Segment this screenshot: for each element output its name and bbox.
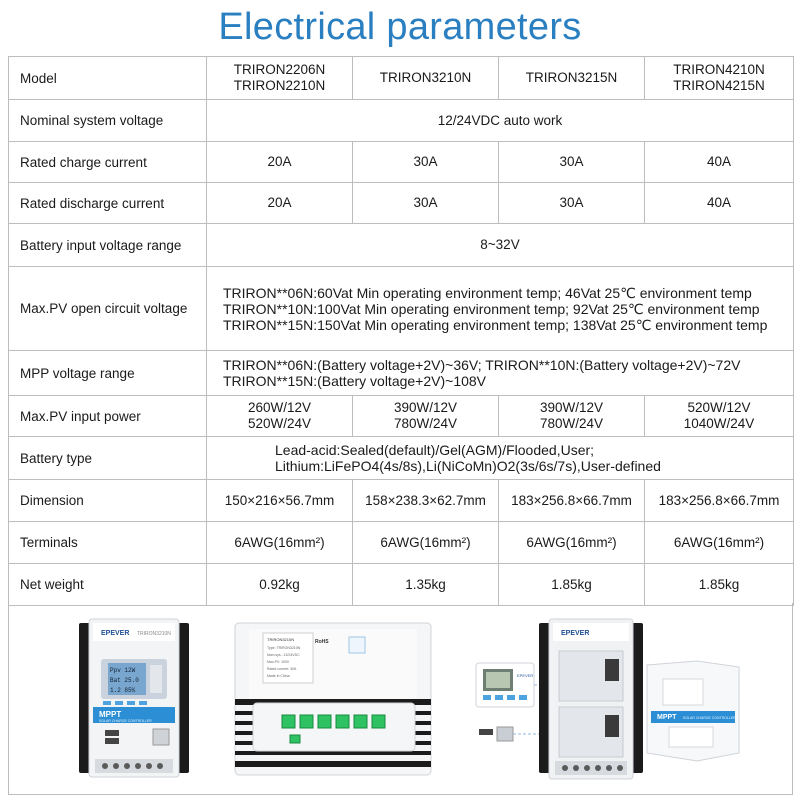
controller-front-image	[79, 619, 189, 777]
value-cell: 6AWG(16mm²)	[207, 522, 353, 564]
panel-title: MPPT	[657, 714, 677, 721]
row-label: Dimension	[9, 480, 207, 522]
value-cell: 1.85kg	[499, 564, 645, 606]
row-dimension	[9, 480, 794, 522]
lcd-line: Bat 25.0	[110, 677, 139, 684]
value-cell: 1.85kg	[645, 564, 794, 606]
row-label: Net weight	[9, 564, 207, 606]
row-discharge-current	[9, 183, 794, 224]
lcd-line: 1.2 85%	[110, 687, 136, 694]
value-cell: 6AWG(16mm²)	[499, 522, 645, 564]
panel-title: MPPT	[99, 710, 122, 719]
value-cell: 30A	[353, 142, 499, 183]
label-line: Max.PV: 100V	[267, 660, 290, 664]
value-cell: 20A	[207, 142, 353, 183]
row-mpp-range	[9, 351, 794, 396]
row-label: Nominal system voltage	[9, 100, 207, 142]
label-line: Made in China	[267, 674, 290, 678]
value-cell: 183×256.8×66.7mm	[645, 480, 794, 522]
controller-back-image	[235, 623, 431, 775]
value-cell: 6AWG(16mm²)	[353, 522, 499, 564]
value-cell: 390W/12V 780W/24V	[353, 396, 499, 437]
row-label: Terminals	[9, 522, 207, 564]
label-line: Nom.sys.: 12/24VDC	[267, 653, 300, 657]
row-terminals	[9, 522, 794, 564]
front-cover-image	[647, 661, 739, 761]
value-cell: 40A	[645, 142, 794, 183]
value-cell: 150×216×56.7mm	[207, 480, 353, 522]
panel-subtitle: SOLAR CHARGE CONTROLLER	[683, 716, 736, 720]
row-label: Rated charge current	[9, 142, 207, 183]
label-line: Type: TRIRON3210N	[267, 646, 301, 650]
panel-subtitle: SOLAR CHARGE CONTROLLER	[99, 719, 152, 723]
brand-logo: EPEVER	[101, 630, 130, 637]
model-cell: TRIRON3215N	[499, 57, 645, 100]
value-cell: 6AWG(16mm²)	[645, 522, 794, 564]
value-cell: 1.35kg	[353, 564, 499, 606]
row-charge-current	[9, 142, 794, 183]
lcd-line: Ppv 12W	[110, 667, 136, 674]
row-label: Battery type	[9, 437, 207, 480]
label-line: Rated current: 30A	[267, 667, 297, 671]
value-cell: 20A	[207, 183, 353, 224]
value-cell: 520W/12V 1040W/24V	[645, 396, 794, 437]
model-tag: TRIRON3210N	[137, 631, 171, 637]
value-cell: 40A	[645, 183, 794, 224]
row-pv-open-circuit	[9, 267, 794, 351]
value-cell: 30A	[499, 183, 645, 224]
row-net-weight	[9, 564, 794, 606]
model-cell: TRIRON3210N	[353, 57, 499, 100]
remote-brand: EPEVER	[517, 673, 534, 678]
value-cell: 8~32V	[207, 224, 794, 267]
page-title: Electrical parameters	[218, 6, 582, 48]
value-cell: TRIRON**06N:60Vat Min operating environment temp; 46Vat 25℃ environment temp TRIRON**10N:100Vat Min operating environment temp; 92Vat 25℃ environment temp TRIRON**15N:150Vat Min operating environment temp; 138Vat 25℃ environment temp	[207, 267, 794, 351]
row-label: Battery input voltage range	[9, 224, 207, 267]
value-cell: 12/24VDC auto work	[207, 100, 794, 142]
value-cell: 260W/12V 520W/24V	[207, 396, 353, 437]
row-battery-type	[9, 437, 794, 480]
value-cell: 390W/12V 780W/24V	[499, 396, 645, 437]
label-title: TRIRON3210N	[267, 637, 295, 642]
row-label: Max.PV open circuit voltage	[9, 267, 207, 351]
value-cell: 183×256.8×66.7mm	[499, 480, 645, 522]
value-cell: Lead-acid:Sealed(default)/Gel(AGM)/Flooded,User; Lithium:LiFePO4(4s/8s),Li(NiCoMn)O2(3s/6s/7s),User-defined	[207, 437, 794, 480]
row-label: Rated discharge current	[9, 183, 207, 224]
model-cell: TRIRON2206N TRIRON2210N	[207, 57, 353, 100]
value-cell: 158×238.3×62.7mm	[353, 480, 499, 522]
electrical-parameters-table	[8, 56, 794, 606]
row-label: MPP voltage range	[9, 351, 207, 396]
value-cell: 30A	[499, 142, 645, 183]
row-pv-input-power	[9, 396, 794, 437]
row-label: Model	[9, 57, 207, 100]
row-model	[9, 57, 794, 100]
cert-mark: RoHS	[315, 639, 329, 645]
controller-open-image	[539, 619, 643, 779]
value-cell: TRIRON**06N:(Battery voltage+2V)~36V; TRIRON**10N:(Battery voltage+2V)~72V TRIRON**15N:(Battery voltage+2V)~108V	[207, 351, 794, 396]
row-battery-input-range	[9, 224, 794, 267]
row-nominal-voltage	[9, 100, 794, 142]
value-cell: 0.92kg	[207, 564, 353, 606]
row-label: Max.PV input power	[9, 396, 207, 437]
model-cell: TRIRON4210N TRIRON4215N	[645, 57, 794, 100]
brand-logo: EPEVER	[561, 630, 590, 637]
value-cell: 30A	[353, 183, 499, 224]
product-photos	[8, 603, 793, 795]
